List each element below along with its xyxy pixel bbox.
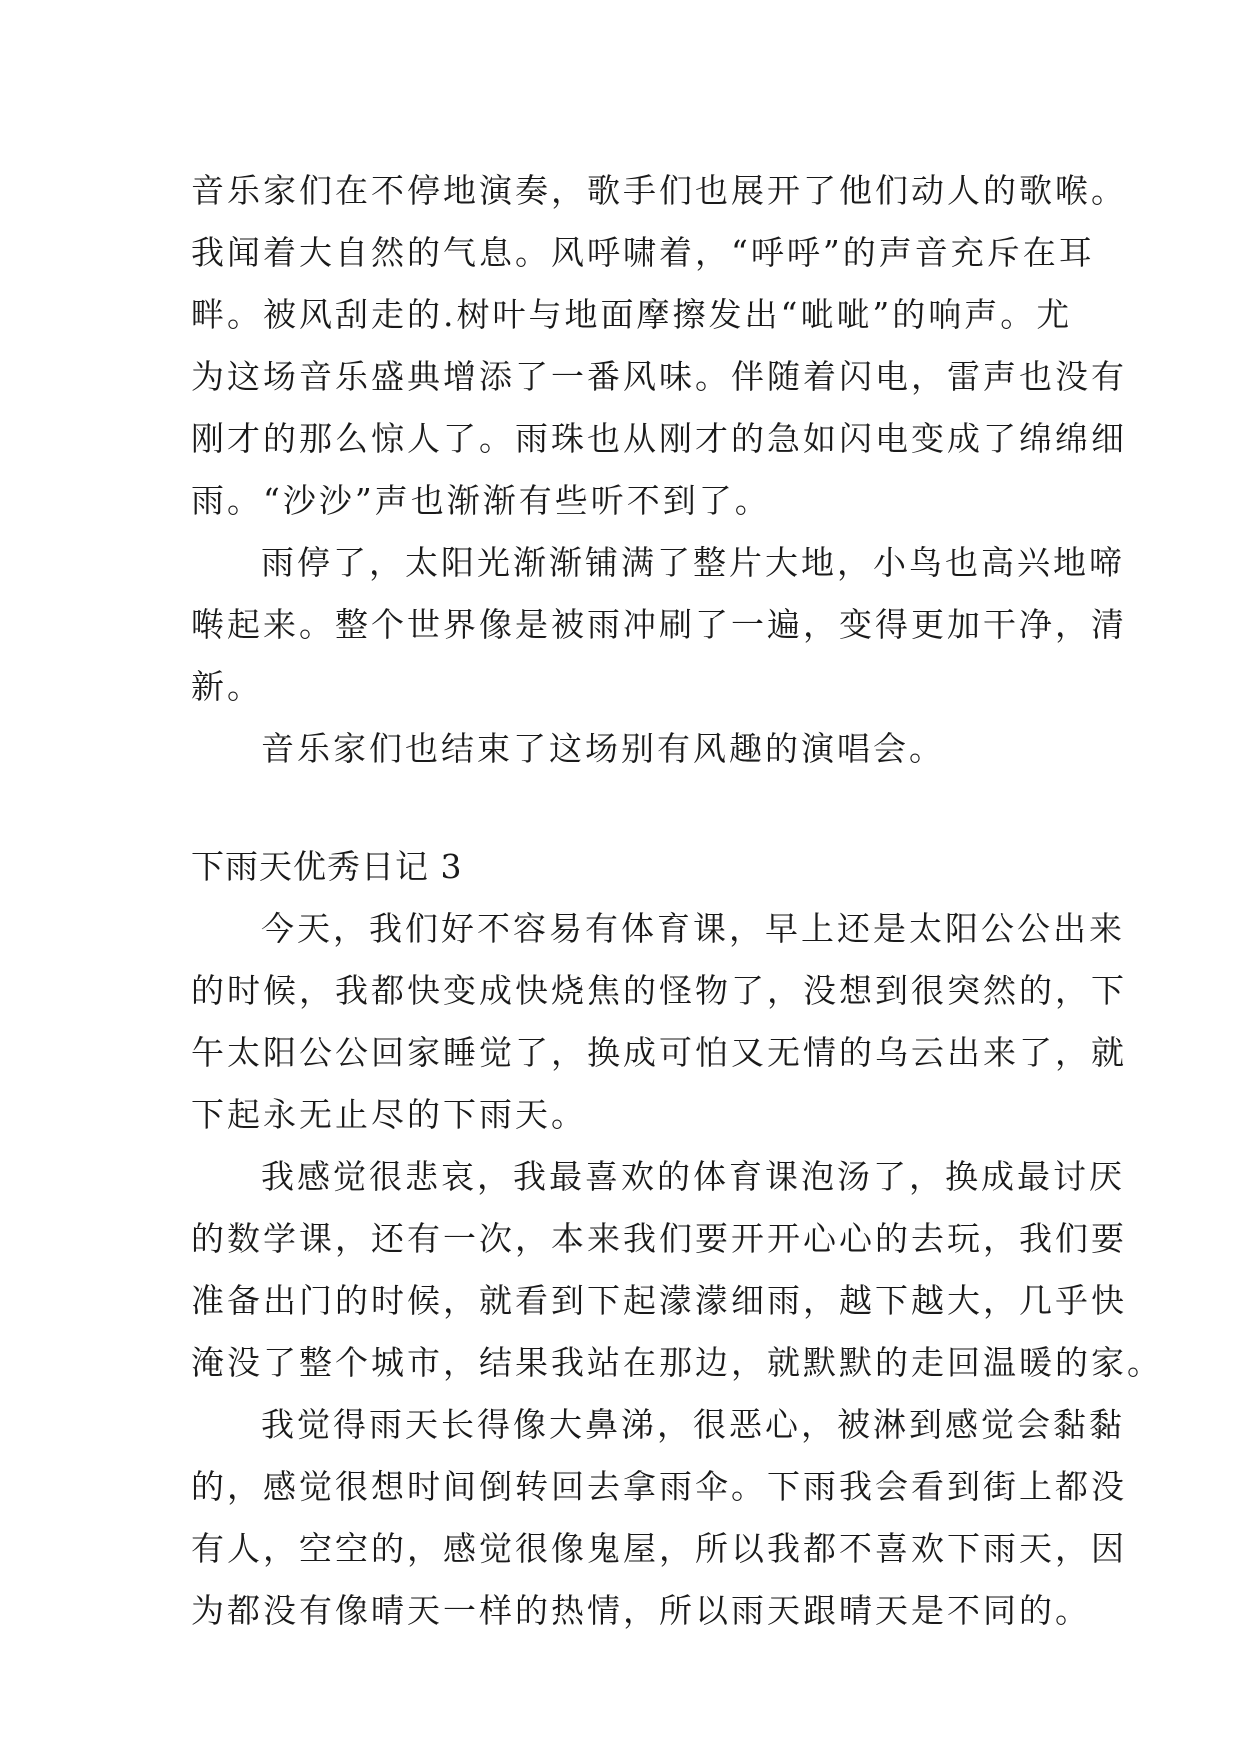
paragraph — [191, 532, 1127, 718]
text-line: 刚才的那么惊人了。雨珠也从刚才的急如闪电变成了绵绵细 — [191, 419, 1127, 458]
text-line: 的时候，我都快变成快烧焦的怪物了，没想到很突然的，下 — [191, 971, 1127, 1010]
paragraph — [191, 718, 1061, 780]
text-line: 准备出门的时候，就看到下起濛濛细雨，越下越大，几乎快 — [191, 1281, 1127, 1320]
text-line: 我感觉很悲哀，我最喜欢的体育课泡汤了，换成最讨厌 — [261, 1157, 1125, 1196]
section-heading: 下雨天优秀日记 3 — [191, 847, 463, 886]
text-line: 有人，空空的，感觉很像鬼屋，所以我都不喜欢下雨天，因 — [191, 1529, 1127, 1568]
text-line: 的，感觉很想时间倒转回去拿雨伞。下雨我会看到街上都没 — [191, 1467, 1127, 1506]
text-line: 今天，我们好不容易有体育课，早上还是太阳公公出来 — [261, 909, 1125, 948]
text-line: 雨。“沙沙”声也渐渐有些听不到了。 — [191, 481, 771, 520]
text-line: 下起永无止尽的下雨天。 — [191, 1095, 587, 1134]
text-line: 雨停了，太阳光渐渐铺满了整片大地，小鸟也高兴地啼 — [261, 543, 1125, 582]
paragraph — [191, 160, 1127, 532]
text-line: 的数学课，还有一次，本来我们要开开心心的去玩，我们要 — [191, 1219, 1127, 1258]
text-line: 午太阳公公回家睡觉了，换成可怕又无情的乌云出来了，就 — [191, 1033, 1127, 1072]
text-line: 音乐家们也结束了这场别有风趣的演唱会。 — [261, 729, 945, 768]
text-line: 为都没有像晴天一样的热情，所以雨天跟晴天是不同的。 — [191, 1591, 1091, 1630]
text-line: 音乐家们在不停地演奏，歌手们也展开了他们动人的歌喉。 — [191, 171, 1127, 210]
document-page — [191, 160, 1163, 1642]
paragraph — [191, 1146, 1163, 1394]
paragraph — [191, 898, 1127, 1146]
text-line: 为这场音乐盛典增添了一番风味。伴随着闪电，雷声也没有 — [191, 357, 1127, 396]
text-line: 啭起来。整个世界像是被雨冲刷了一遍，变得更加干净，清 — [191, 605, 1127, 644]
text-line: 淹没了整个城市，结果我站在那边，就默默的走回温暖的家。 — [191, 1343, 1163, 1382]
text-line: 新。 — [191, 667, 263, 706]
text-line: 我闻着大自然的气息。风呼啸着，“呼呼”的声音充斥在耳 — [191, 233, 1095, 272]
text-line: 我觉得雨天长得像大鼻涕，很恶心，被淋到感觉会黏黏 — [261, 1405, 1125, 1444]
text-line: 畔。被风刮走的.树叶与地面摩擦发出“呲呲”的响声。尤 — [191, 295, 1073, 334]
paragraph — [191, 1394, 1127, 1642]
